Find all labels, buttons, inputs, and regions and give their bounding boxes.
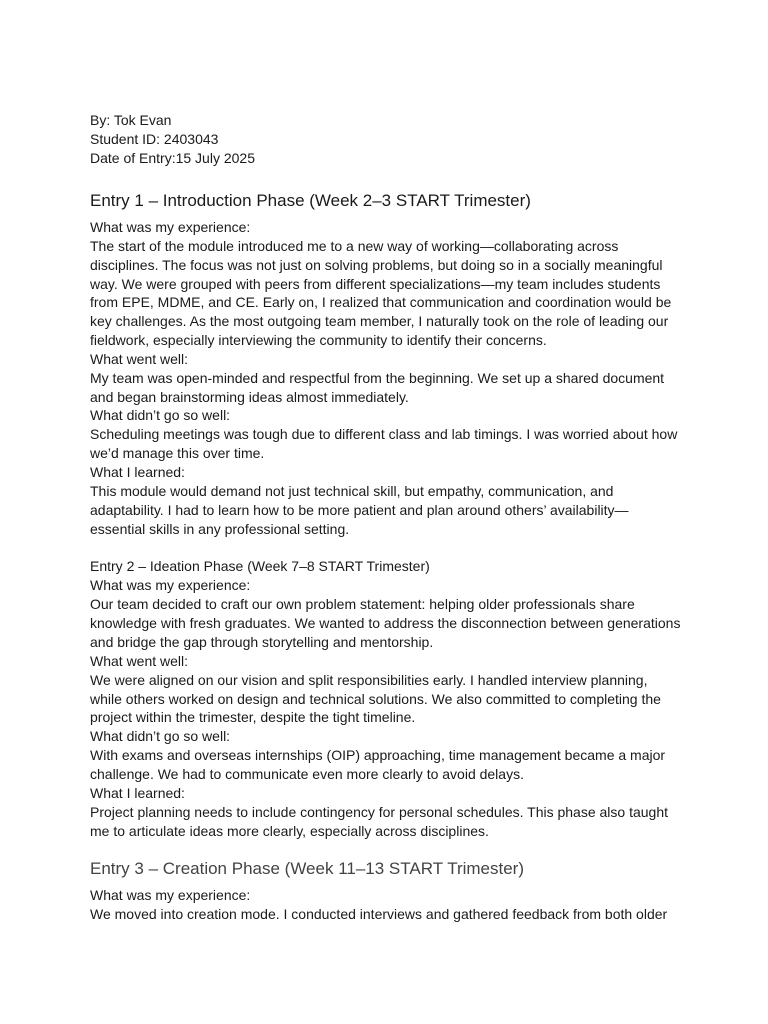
entry-3-title: Entry 3 – Creation Phase (Week 11–13 START Trimester): [90, 859, 524, 879]
entry-3-experience-text: We moved into creation mode. I conducted interviews and gathered feedback from both older: [90, 906, 668, 923]
entry-1-experience-text: The start of the module introduced me to a new way of working—collaborating across disciplines. The focus was not just on solving problems, but doing so in a socially meaningful way. We were grouped with peers from different specializations—my team includes students from EPE, MDME, and CE. Early on, I realized that communication and coordination would be key challenges. As the most outgoing team member, I naturally took on the role of leading our fieldwork, especially interviewing the community to identify their concerns.: [90, 238, 672, 348]
entry-2-experience-label: What was my experience:: [90, 577, 251, 594]
entry-2-learned-label: What I learned:: [90, 784, 185, 801]
entry-1-went-well-label: What went well:: [90, 350, 189, 367]
entry-3-experience-label: What was my experience:: [90, 887, 251, 904]
document-page: [90, 111, 682, 924]
entry-2-title: Entry 2 – Ideation Phase (Week 7–8 START Trimester): [90, 558, 430, 575]
entry-2-went-well-label: What went well:: [90, 652, 189, 669]
entry-1-experience-label: What was my experience:: [90, 219, 251, 235]
entry-1-learned-label: What I learned:: [90, 463, 185, 480]
entry-2-not-well-label: What didn’t go so well:: [90, 728, 231, 745]
entry-2-learned-text: Project planning needs to include contingency for personal schedules. This phase also taught me to articulate ideas more clearly, especially across disciplines.: [90, 803, 669, 839]
entry-2-not-well-text: With exams and overseas internships (OIP) approaching, time management became a major challenge. We had to communicate even more clearly to avoid delays.: [90, 747, 666, 782]
entry-2-went-well-text: We were aligned on our vision and split responsibilities early. I handled interview planning, while others worked on design and technical solutions. We also committed to completing the project within the trimester, despite the tight timeline.: [90, 671, 661, 726]
entry-1: [90, 190, 682, 538]
entry-2: [90, 557, 682, 840]
entry-1-learned-text: This module would demand not just technical skill, but empathy, communication, and adaptability. I had to learn how to be more patient and plan around others’ availability—essential skills in any professional setting.: [90, 482, 629, 537]
entry-1-title: Entry 1 – Introduction Phase (Week 2–3 START Trimester): [90, 191, 531, 210]
entry-3: [90, 858, 682, 924]
author-line: By: Tok Evan: [90, 112, 172, 128]
date-line: Date of Entry:15 July 2025: [90, 150, 255, 166]
entry-1-went-well-text: My team was open-minded and respectful from the beginning. We set up a shared document and began brainstorming ideas almost immediately.: [90, 369, 665, 405]
entry-2-experience-text: Our team decided to craft our own problem statement: helping older professionals share knowledge with fresh graduates. We wanted to address the disconnection between generations and bridge the gap through storytelling and mentorship.: [90, 596, 681, 650]
entry-1-not-well-label: What didn’t go so well:: [90, 407, 231, 424]
student-id-line: Student ID: 2403043: [90, 131, 219, 147]
entry-1-not-well-text: Scheduling meetings was tough due to different class and lab timings. I was worried about how we’d manage this over time.: [90, 426, 678, 462]
